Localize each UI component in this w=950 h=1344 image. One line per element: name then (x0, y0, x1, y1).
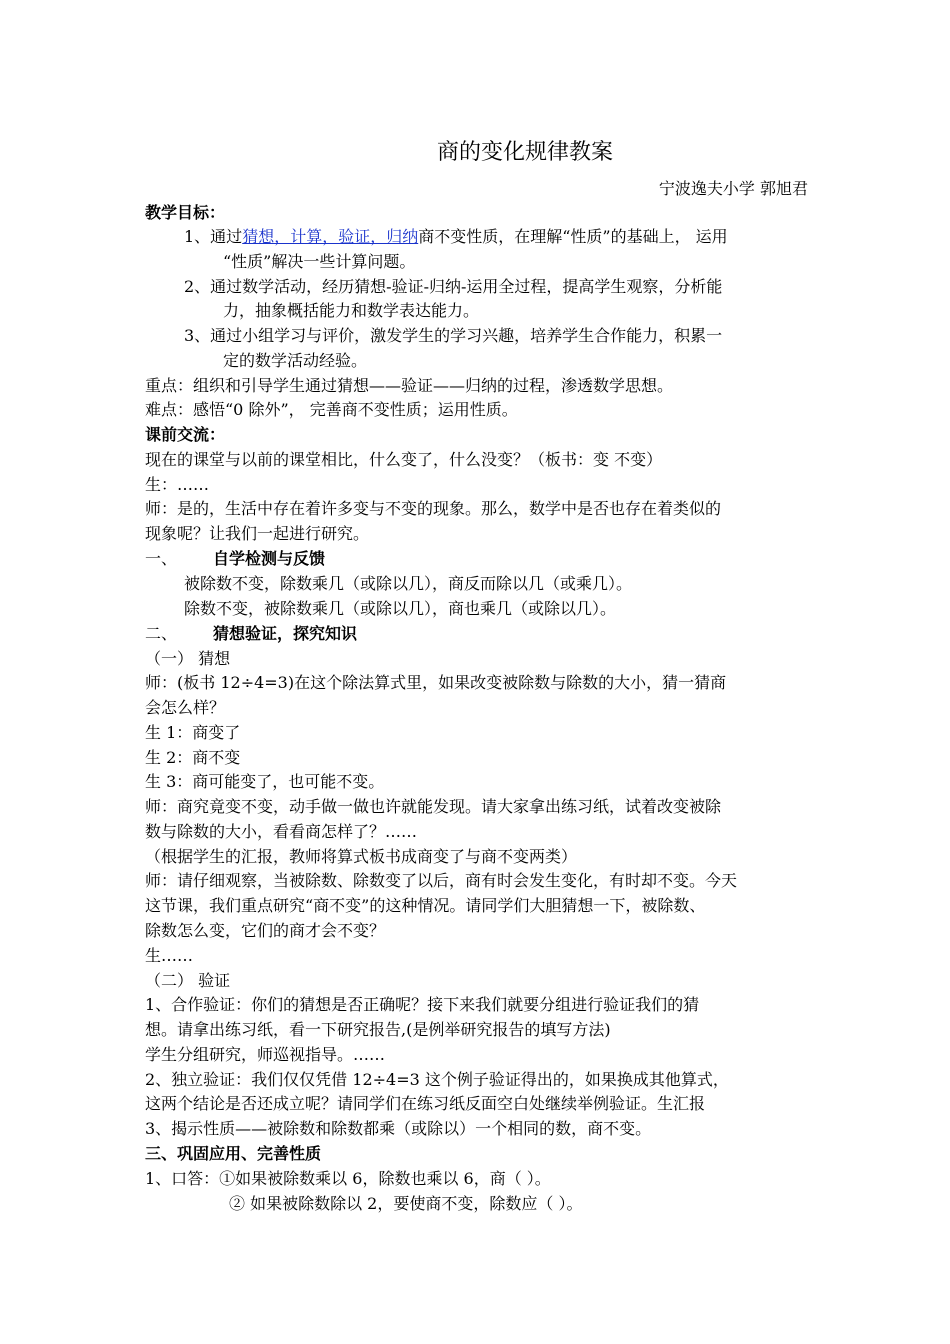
goal-3-line-2: 定的数学活动经验。 (223, 351, 368, 370)
student-3: 生 3：商可能变了，也可能不变。 (145, 772, 385, 791)
teacher-line-3: 师：商究竟变不变，动手做一做也许就能发现。请大家拿出练习纸，试着改变被除 (145, 797, 722, 816)
goal-1-line-2: “性质”解决一些计算问题。 (223, 252, 416, 271)
goal-2-line-2: 力，抽象概括能力和数学表达能力。 (223, 301, 480, 320)
preclass-heading: 课前交流： (145, 425, 226, 444)
teacher-line-1: 师：(板书 12÷4=3)在这个除法算式里，如果改变被除数与除数的大小，猜一猜商 (145, 673, 727, 692)
section-2-heading (145, 624, 357, 644)
section-1-heading (145, 549, 325, 569)
teacher-line-7: 这节课，我们重点研究“商不变”的这种情况。请同学们大胆猜想一下，被除数、 (145, 896, 706, 915)
preclass-line-2: 生：…… (145, 475, 210, 494)
goal-1-line-1 (184, 227, 728, 247)
section-3-heading: 三、巩固应用、完善性质 (145, 1144, 322, 1163)
student-1: 生 1：商变了 (145, 723, 241, 742)
teacher-line-2: 会怎么样？ (145, 698, 226, 717)
verify-line-2: 想。请拿出练习纸，看一下研究报告,(是例举研究报告的填写方法) (145, 1020, 611, 1039)
subsection-verify: （二） 验证 (145, 971, 231, 990)
verify-line-3: 学生分组研究，师巡视指导。…… (145, 1045, 386, 1064)
section-1-number: 一、 (145, 549, 178, 568)
verify-line-4: 2、独立验证：我们仅仅凭借 12÷4=3 这个例子验证得出的，如果换成其他算式， (145, 1070, 729, 1089)
key-point: 重点：组织和引导学生通过猜想——验证——归纳的过程，渗透数学思想。 (145, 376, 674, 395)
teacher-note: （根据学生的汇报，教师将算式板书成商变了与商不变两类） (145, 847, 578, 866)
section-1-line-2: 除数不变，被除数乘几（或除以几），商也乘几（或除以几）。 (184, 599, 617, 618)
student-2: 生 2：商不变 (145, 748, 241, 767)
preclass-line-4: 现象呢？让我们一起进行研究。 (145, 524, 370, 543)
question-2: ② 如果被除数除以 2，要使商不变，除数应（ ）。 (229, 1194, 583, 1213)
goal-3-line-1: 3、通过小组学习与评价，激发学生的学习兴趣，培养学生合作能力，积累一 (184, 326, 723, 345)
teacher-line-8: 除数怎么变，它们的商才会不变？ (145, 921, 386, 940)
goal-2-line-1: 2、通过数学活动，经历猜想-验证-归纳-运用全过程，提高学生观察，分析能 (184, 277, 723, 296)
question-1: 1、口答：①如果被除数乘以 6，除数也乘以 6，商（ ）。 (145, 1169, 551, 1188)
section-1-line-1: 被除数不变，除数乘几（或除以几），商反而除以几（或乘几）。 (184, 574, 633, 593)
difficulty: 难点：感悟“0 除外”， 完善商不变性质；运用性质。 (145, 400, 518, 419)
goal-1-link[interactable]: 猜想，计算，验证，归纳 (242, 227, 419, 246)
document-title: 商的变化规律教案 (436, 140, 613, 165)
goal-1-suffix: 商不变性质，在理解“性质”的基础上， 运用 (418, 227, 728, 246)
preclass-line-3: 师：是的，生活中存在着许多变与不变的现象。那么，数学中是否也存在着类似的 (145, 499, 722, 518)
preclass-line-1: 现在的课堂与以前的课堂相比，什么变了，什么没变？（板书：变 不变） (145, 450, 663, 469)
student-reply: 生…… (145, 946, 194, 965)
section-1-title: 自学检测与反馈 (213, 549, 326, 568)
author-line: 宁波逸夫小学 郭旭君 (658, 179, 808, 198)
goal-1-prefix: 1、通过 (184, 227, 243, 246)
subsection-guess: （一） 猜想 (145, 649, 231, 668)
teacher-line-4: 数与除数的大小，看看商怎样了？…… (145, 822, 418, 841)
verify-line-1: 1、合作验证：你们的猜想是否正确呢？接下来我们就要分组进行验证我们的猜 (145, 995, 700, 1014)
verify-line-6: 3、揭示性质——被除数和除数都乘（或除以）一个相同的数，商不变。 (145, 1119, 652, 1138)
section-2-title: 猜想验证，探究知识 (213, 624, 358, 643)
section-2-number: 二、 (145, 624, 178, 643)
verify-line-5: 这两个结论是否还成立呢？请同学们在练习纸反面空白处继续举例验证。生汇报 (145, 1094, 706, 1113)
teacher-line-6: 师：请仔细观察，当被除数、除数变了以后，商有时会发生变化，有时却不变。今天 (145, 871, 738, 890)
goals-heading: 教学目标： (145, 203, 226, 222)
